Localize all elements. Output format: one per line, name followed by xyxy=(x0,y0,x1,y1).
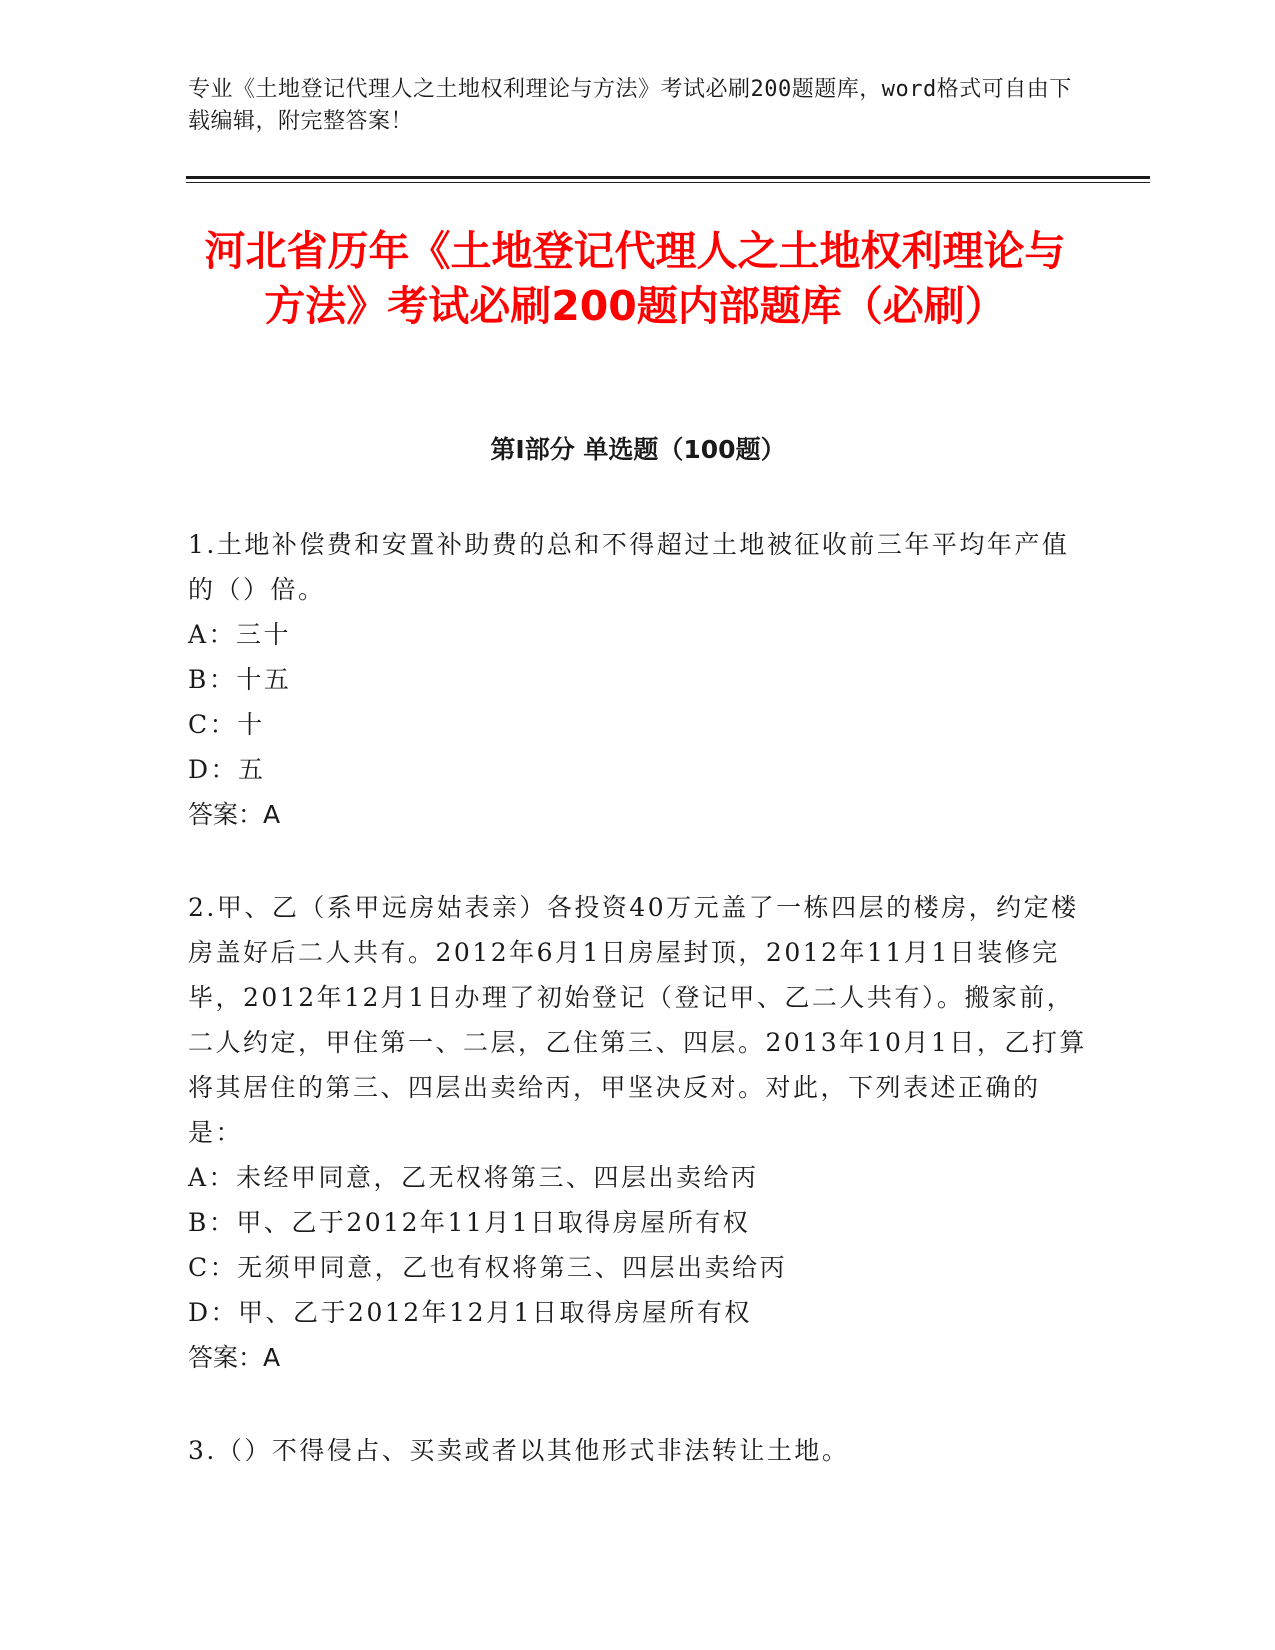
question-list xyxy=(188,522,1088,1473)
option-b: B：甲、乙于2012年11月1日取得房屋所有权 xyxy=(188,1208,751,1237)
option-d: D：甲、乙于2012年12月1日取得房屋所有权 xyxy=(188,1298,752,1327)
option-c: C：十 xyxy=(188,710,265,739)
option-c: C：无须甲同意，乙也有权将第三、四层出卖给丙 xyxy=(188,1253,788,1282)
section-title: 第I部分 单选题（100题） xyxy=(490,435,786,464)
document-title: 河北省历年《土地登记代理人之土地权利理论与方法》考试必刷200题内部题库（必刷） xyxy=(204,227,1066,330)
question-stem: 3.（）不得侵占、买卖或者以其他形式非法转让土地。 xyxy=(188,1436,850,1465)
option-a: A：未经甲同意，乙无权将第三、四层出卖给丙 xyxy=(188,1163,759,1192)
option-d: D：五 xyxy=(188,755,266,784)
question-1 xyxy=(188,522,1088,837)
option-b: B：十五 xyxy=(188,665,292,694)
question-spacer xyxy=(188,837,1088,885)
question-spacer xyxy=(188,1380,1088,1428)
question-stem: 2.甲、乙（系甲远房姑表亲）各投资40万元盖了一栋四层的楼房，约定楼房盖好后二人共有。2012年6月1日房屋封顶，2012年11月1日装修完毕，2012年12月1日办理了初始登记（登记甲、乙二人共有）。搬家前，二人约定，甲住第一、二层，乙住第三、四层。2013年10月1日，乙打算将其居住的第三、四层出卖给丙，甲坚决反对。对此，下列表述正确的是： xyxy=(188,893,1087,1147)
answer: 答案：A xyxy=(188,1343,281,1372)
header-divider xyxy=(186,176,1150,179)
header-divider-thin xyxy=(186,182,1150,183)
header-note: 专业《土地登记代理人之土地权利理论与方法》考试必刷200题题库，word格式可自由下载编辑，附完整答案！ xyxy=(188,77,1072,134)
question-stem: 1.土地补偿费和安置补助费的总和不得超过土地被征收前三年平均年产值的（）倍。 xyxy=(188,530,1070,604)
question-3 xyxy=(188,1428,1088,1473)
option-a: A：三十 xyxy=(188,620,292,649)
question-2 xyxy=(188,885,1088,1380)
answer: 答案：A xyxy=(188,800,281,829)
